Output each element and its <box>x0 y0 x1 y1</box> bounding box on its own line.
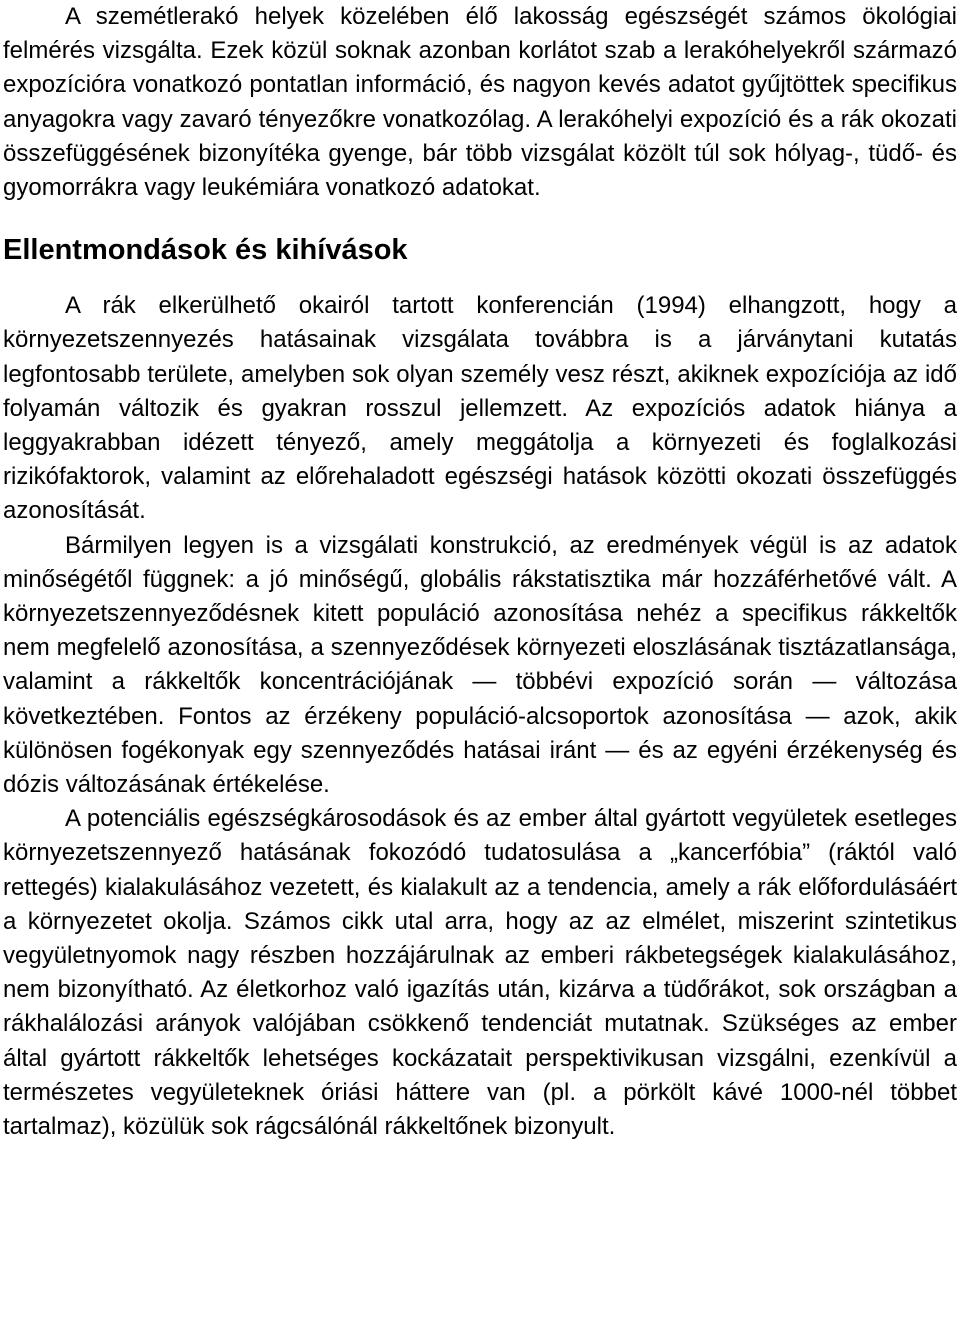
paragraph-conference: A rák elkerülhető okairól tartott konferencián (1994) elhangzott, hogy a környezetszennyezés hatásainak vizsgálata továbbra is a járványtani kutatás legfontosabb területe, amelyben sok olyan személy vesz részt, akiknek expozíciója az idő folyamán változik és gyakran rosszul jellemzett. Az expozíciós adatok hiánya a leggyakrabban idézett tényező, amely meggátolja a környezeti és foglalkozási rizikófaktorok, valamint az előrehaladott egészségi hatások közötti okozati összefüggés azonosítását. <box>3 292 957 525</box>
paragraph-landfill-exposure: A szemétlerakó helyek közelében élő lakosság egészségét számos ökológiai felmérés vizsgálta. Ezek közül soknak azonban korlátot szab a lerakóhelyekről származó expozícióra vonatkozó pontatlan információ, és nagyon kevés adatot gyűjtöttek specifikus anyagokra vagy zavaró tényezőkre vonatkozólag. A lerakóhelyi expozíció és a rák okozati összefüggésének bizonyítéka gyenge, bár több vizsgálat közölt túl sok hólyag-, tüdő- és gyomorrákra vagy leukémiára vonatkozó adatokat. <box>3 3 957 202</box>
paragraph-cancerphobia: A potenciális egészségkárosodások és az ember által gyártott vegyületek esetleges környezetszennyező hatásának fokozódó tudatosulása a „kancerfóbia” (ráktól való rettegés) kialakulásához vezetett, és kialakult az a tendencia, amely a rák előfordulásáért a környezetet okolja. Számos cikk utal arra, hogy az az elmélet, miszerint szintetikus vegyületnyomok nagy részben hozzájárulnak az emberi rákbetegségek kialakulásához, nem bizonyítható. Az életkorhoz való igazítás után, kizárva a tüdőrákot, sok országban a rákhalálozási arányok valójában csökkenő tendenciát mutatnak. Szükséges az ember által gyártott rákkeltők lehetséges kockázatait perspektivikusan vizsgálni, ezenkívül a természetes vegyületeknek óriási háttere van (pl. a pörkölt kávé 1000-nél többet tartalmaz), közülük sok rágcsálónál rákkeltőnek bizonyult. <box>3 805 957 1141</box>
section-heading: Ellentmondások és kihívások <box>3 234 408 267</box>
paragraph-study-design: Bármilyen legyen is a vizsgálati konstrukció, az eredmények végül is az adatok minőségétől függnek: a jó minőségű, globális rákstatisztika már hozzáférhetővé vált. A környezetszennyeződésnek kitett populáció azonosítása nehéz a specifikus rákkeltők nem megfelelő azonosítása, a szennyeződések környezeti eloszlásának tisztázatlansága, valamint a rákkeltők koncentrációjának — többévi expozíció során — változása következtében. Fontos az érzékeny populáció-alcsoportok azonosítása — azok, akik különösen fogékonyak egy szennyeződés hatásai iránt — és az egyéni érzékenység és dózis változásának értékelése. <box>3 531 957 799</box>
